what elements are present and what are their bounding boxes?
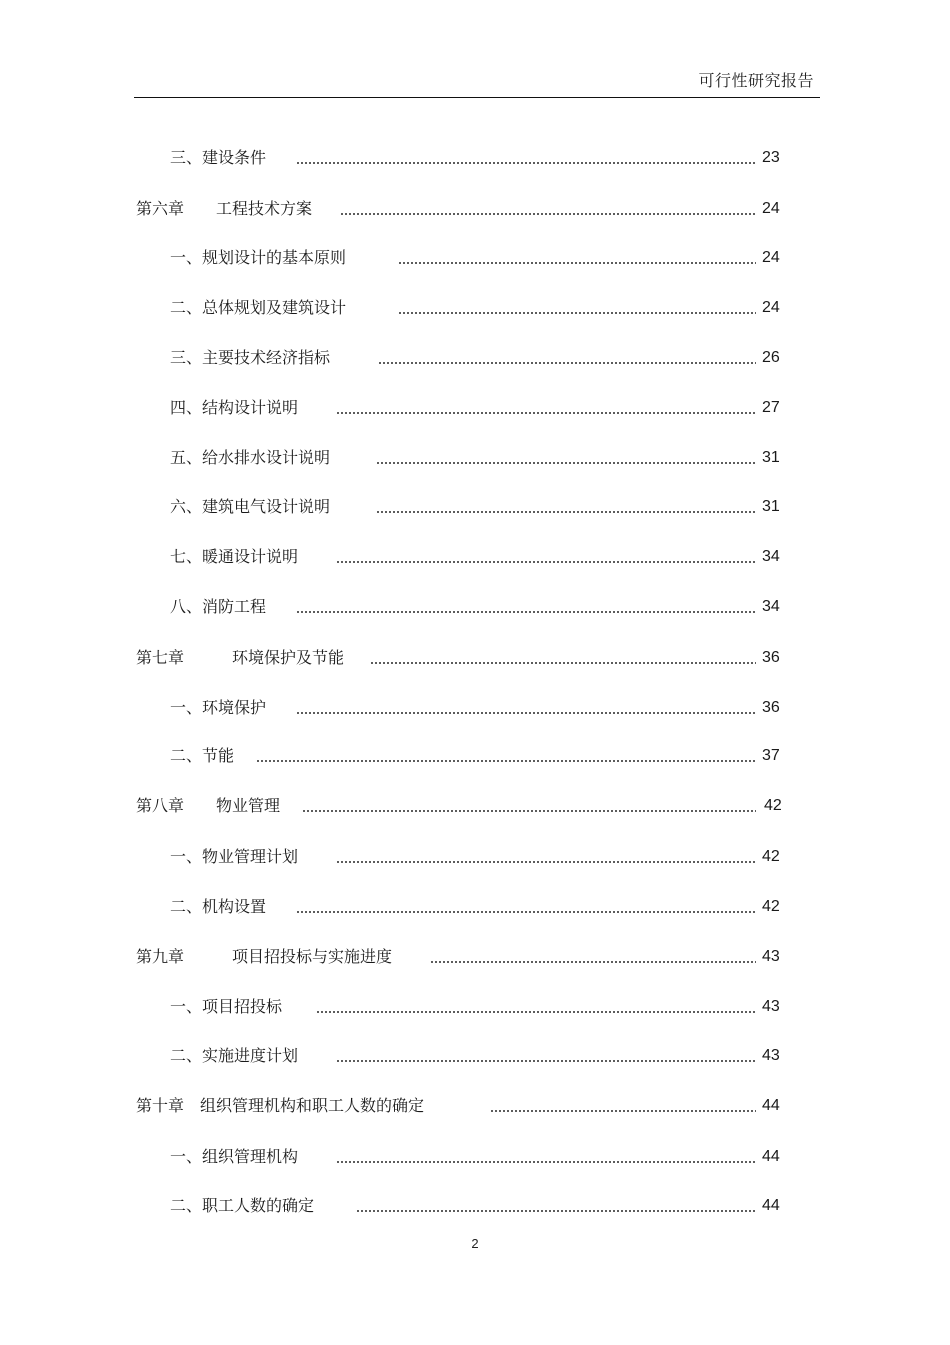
toc-entry-label: 二、实施进度计划 — [170, 1044, 298, 1068]
toc-page-number: 24 — [762, 249, 780, 266]
toc-chapter-entry[interactable] — [0, 646, 950, 670]
toc-dot-leader — [430, 961, 756, 963]
toc-page-number: 24 — [762, 200, 780, 217]
toc-chapter-entry[interactable] — [0, 794, 950, 818]
toc-entry-label: 一、项目招投标 — [170, 995, 282, 1019]
toc-page-number: 42 — [764, 797, 782, 814]
toc-entry-label: 二、节能 — [170, 744, 234, 768]
toc-section-entry[interactable] — [0, 246, 950, 270]
toc-page-number: 37 — [762, 747, 780, 764]
toc-chapter-entry[interactable] — [0, 945, 950, 969]
toc-page-number: 31 — [762, 498, 780, 515]
toc-dot-leader — [316, 1011, 756, 1013]
toc-dot-leader — [296, 712, 756, 714]
toc-page-number: 44 — [762, 1148, 780, 1165]
header-rule — [134, 97, 820, 98]
toc-page-number: 23 — [762, 149, 780, 166]
toc-dot-leader — [490, 1110, 756, 1112]
toc-section-entry[interactable] — [0, 895, 950, 919]
toc-page-number: 36 — [762, 649, 780, 666]
toc-section-entry[interactable] — [0, 396, 950, 420]
toc-section-entry[interactable] — [0, 1044, 950, 1068]
toc-dot-leader — [378, 362, 756, 364]
toc-page-number: 27 — [762, 399, 780, 416]
toc-dot-leader — [296, 611, 756, 613]
toc-page-number: 34 — [762, 598, 780, 615]
toc-section-entry[interactable] — [0, 845, 950, 869]
toc-section-entry[interactable] — [0, 1194, 950, 1218]
toc-dot-leader — [356, 1210, 756, 1212]
toc-entry-label: 第七章 环境保护及节能 — [136, 646, 344, 670]
toc-entry-label: 一、组织管理机构 — [170, 1145, 298, 1169]
toc-dot-leader — [336, 861, 756, 863]
toc-entry-label: 第十章 组织管理机构和职工人数的确定 — [136, 1094, 424, 1118]
toc-section-entry[interactable] — [0, 296, 950, 320]
toc-dot-leader — [376, 462, 756, 464]
toc-page-number: 34 — [762, 548, 780, 565]
toc-entry-label: 八、消防工程 — [170, 595, 266, 619]
toc-page-number: 44 — [762, 1197, 780, 1214]
toc-entry-label: 一、物业管理计划 — [170, 845, 298, 869]
toc-dot-leader — [296, 162, 756, 164]
toc-dot-leader — [302, 810, 756, 812]
toc-page-number: 42 — [762, 898, 780, 915]
toc-section-entry[interactable] — [0, 995, 950, 1019]
toc-dot-leader — [336, 412, 756, 414]
toc-page-number: 43 — [762, 948, 780, 965]
toc-dot-leader — [296, 911, 756, 913]
toc-entry-label: 二、机构设置 — [170, 895, 266, 919]
toc-section-entry[interactable] — [0, 346, 950, 370]
toc-entry-label: 三、主要技术经济指标 — [170, 346, 330, 370]
toc-page-number: 42 — [762, 848, 780, 865]
toc-dot-leader — [336, 1161, 756, 1163]
toc-page-number: 24 — [762, 299, 780, 316]
toc-page-number: 26 — [762, 349, 780, 366]
toc-dot-leader — [336, 561, 756, 563]
toc-dot-leader — [398, 262, 756, 264]
toc-entry-label: 第八章 物业管理 — [136, 794, 280, 818]
toc-section-entry[interactable] — [0, 446, 950, 470]
toc-dot-leader — [370, 662, 756, 664]
toc-chapter-entry[interactable] — [0, 197, 950, 221]
toc-entry-label: 四、结构设计说明 — [170, 396, 298, 420]
toc-dot-leader — [398, 312, 756, 314]
toc-chapter-entry[interactable] — [0, 1094, 950, 1118]
toc-dot-leader — [340, 213, 756, 215]
toc-section-entry[interactable] — [0, 146, 950, 170]
toc-page-number: 36 — [762, 699, 780, 716]
toc-entry-label: 一、规划设计的基本原则 — [170, 246, 346, 270]
toc-entry-label: 第六章 工程技术方案 — [136, 197, 312, 221]
toc-page-number: 31 — [762, 449, 780, 466]
toc-section-entry[interactable] — [0, 545, 950, 569]
toc-page-number: 43 — [762, 998, 780, 1015]
toc-entry-label: 五、给水排水设计说明 — [170, 446, 330, 470]
toc-entry-label: 一、环境保护 — [170, 696, 266, 720]
toc-section-entry[interactable] — [0, 744, 950, 768]
toc-entry-label: 二、总体规划及建筑设计 — [170, 296, 346, 320]
toc-entry-label: 二、职工人数的确定 — [170, 1194, 314, 1218]
toc-entry-label: 第九章 项目招投标与实施进度 — [136, 945, 392, 969]
toc-section-entry[interactable] — [0, 595, 950, 619]
toc-section-entry[interactable] — [0, 696, 950, 720]
toc-entry-label: 六、建筑电气设计说明 — [170, 495, 330, 519]
toc-section-entry[interactable] — [0, 495, 950, 519]
toc-dot-leader — [336, 1060, 756, 1062]
toc-page-number: 43 — [762, 1047, 780, 1064]
toc-dot-leader — [376, 511, 756, 513]
toc-entry-label: 三、建设条件 — [170, 146, 266, 170]
toc-dot-leader — [256, 760, 756, 762]
page-header-title: 可行性研究报告 — [698, 71, 814, 90]
toc-page-number: 44 — [762, 1097, 780, 1114]
toc-entry-label: 七、暖通设计说明 — [170, 545, 298, 569]
footer-page-number: 2 — [471, 1236, 479, 1251]
toc-section-entry[interactable] — [0, 1145, 950, 1169]
